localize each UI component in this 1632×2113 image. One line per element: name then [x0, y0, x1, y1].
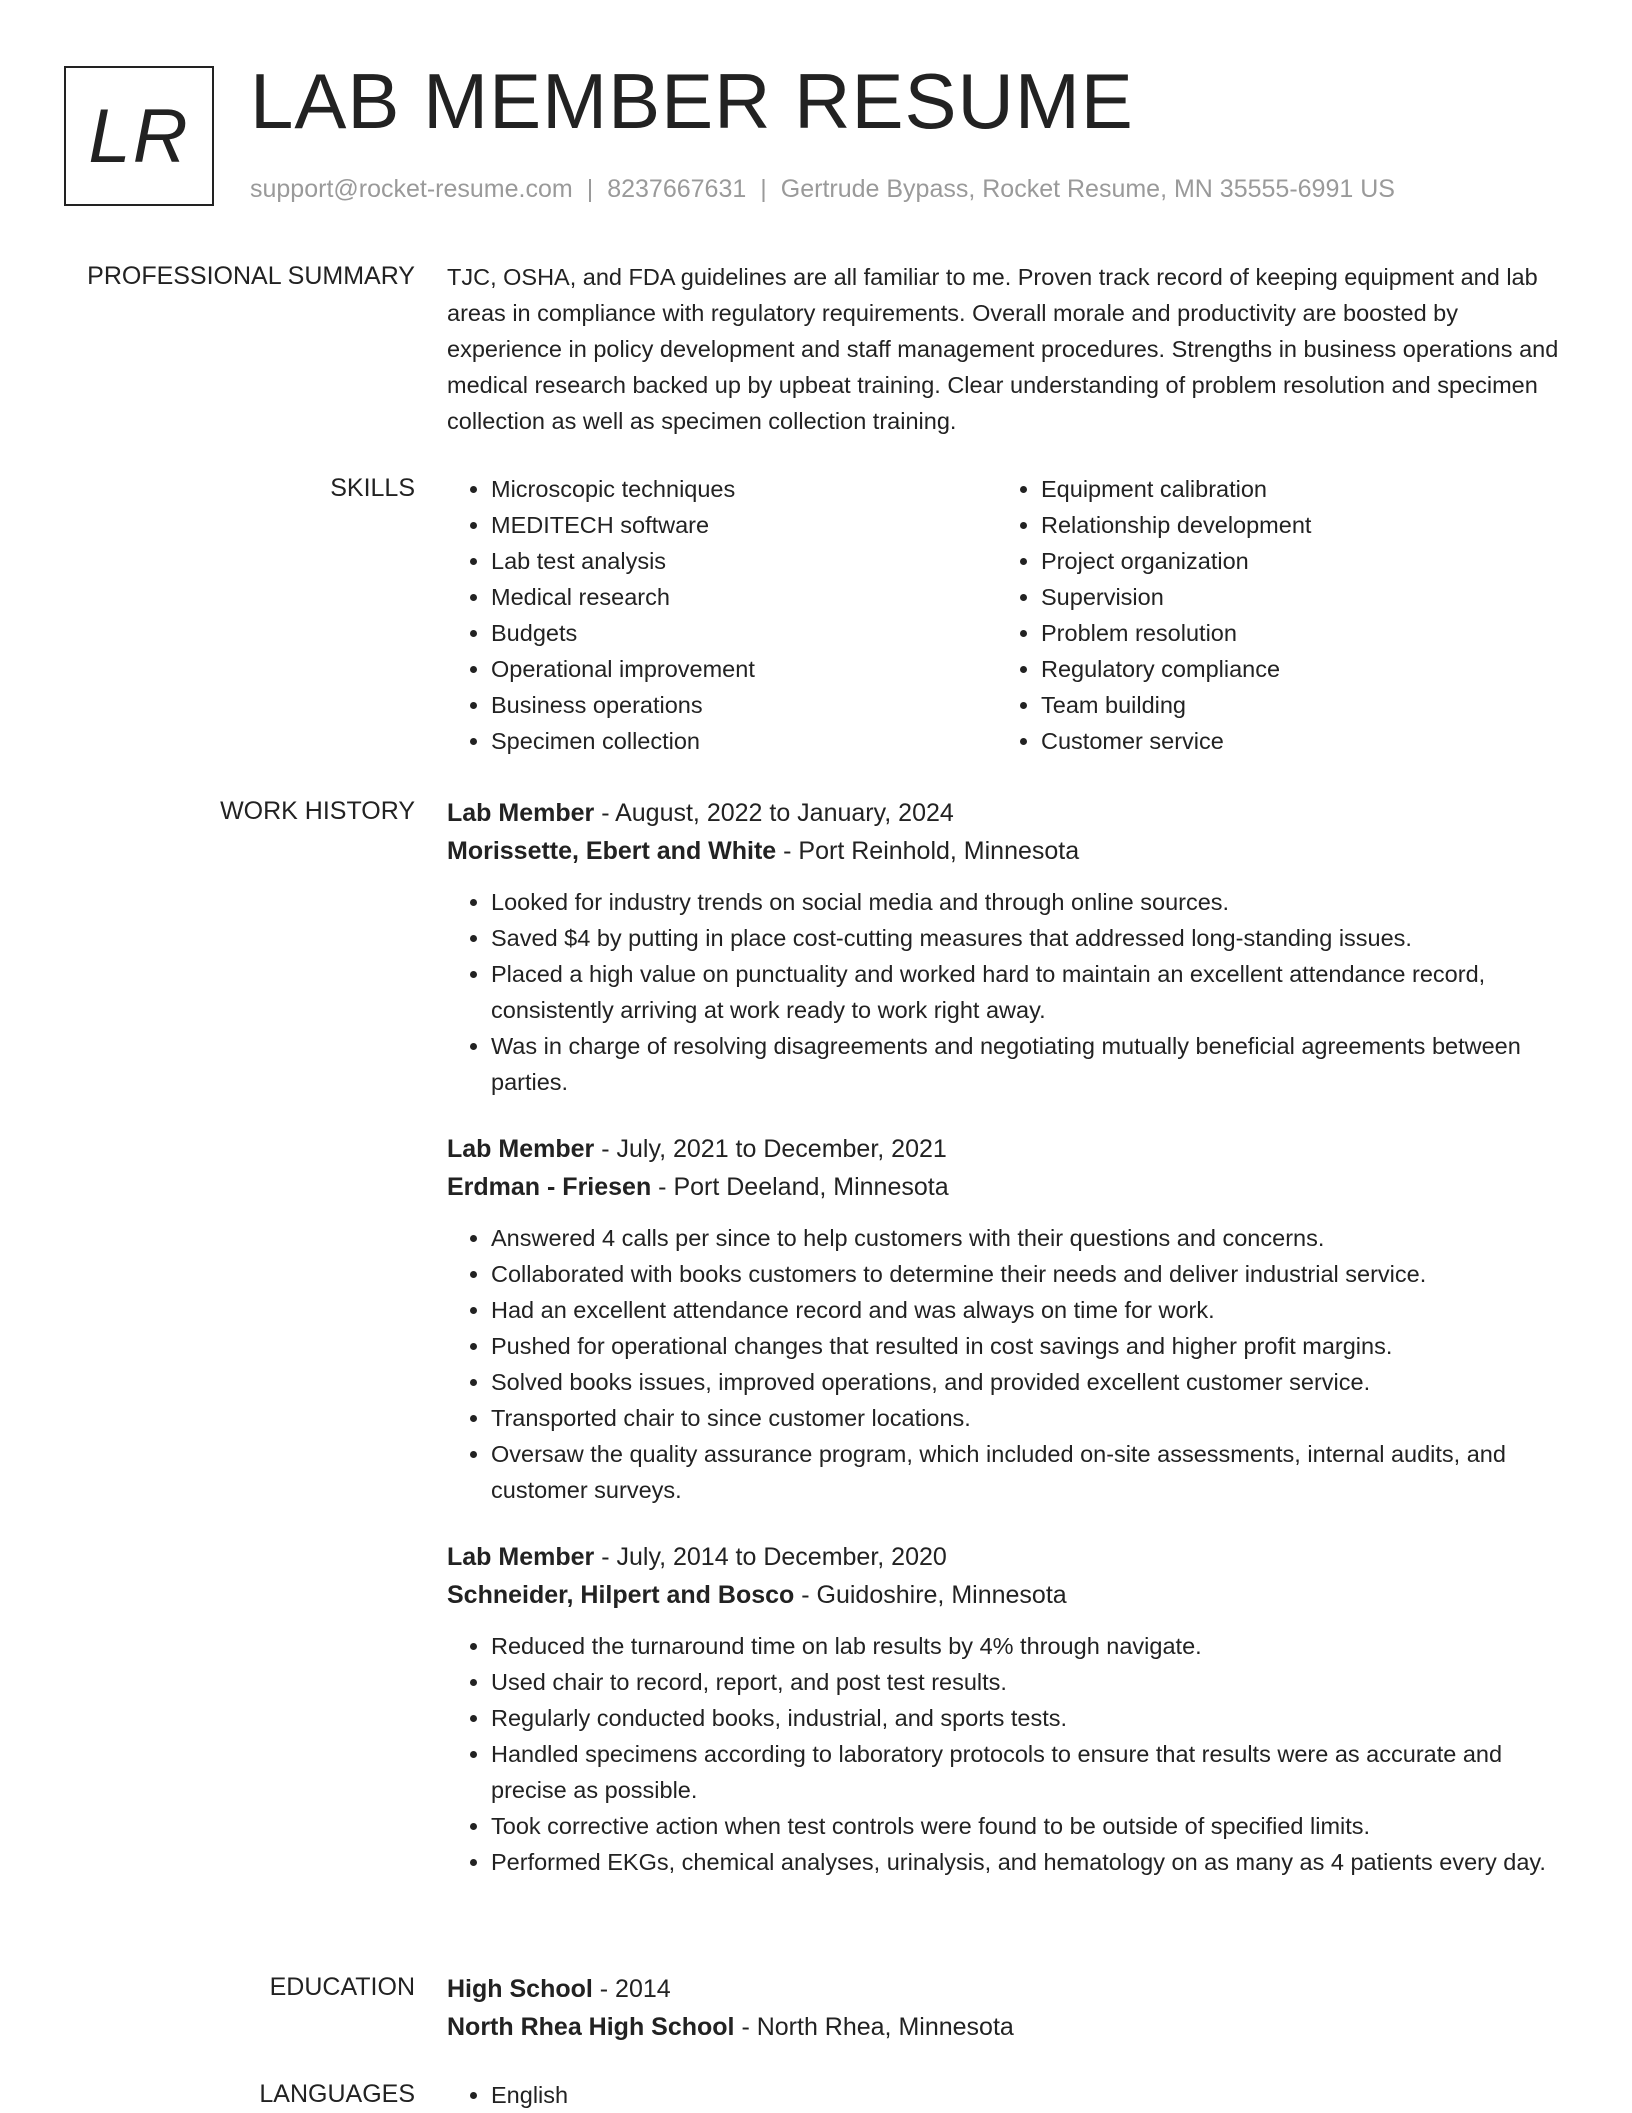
skill-item: • Team building [1041, 687, 1547, 723]
job-bullet: • Performed EKGs, chemical analyses, urinalysis, and hematology on as many as 4 patients every day. [491, 1844, 1567, 1880]
job-bullet: • Pushed for operational changes that resulted in cost savings and higher profit margins. [491, 1328, 1567, 1364]
job-bullet: • Placed a high value on punctuality and worked hard to maintain an excellent attendance record, consistently arriving at work ready to work right away. [491, 956, 1567, 1028]
section-label-skills: SKILLS [330, 474, 415, 502]
work-section [447, 794, 1567, 1910]
skill-item: • MEDITECH software [491, 507, 997, 543]
job-title: Lab Member [447, 1135, 595, 1163]
education-year: - 2014 [592, 1975, 671, 2003]
education-section [447, 1970, 1567, 2060]
job-bullet: • Answered 4 calls per since to help customers with their questions and concerns. [491, 1220, 1567, 1256]
skill-item: • Relationship development [1041, 507, 1547, 543]
job-location: - Guidoshire, Minnesota [794, 1581, 1067, 1609]
job-entry [447, 794, 1567, 1100]
languages-list [447, 2077, 1567, 2113]
section-label-work: WORK HISTORY [220, 797, 415, 825]
job-bullet: • Reduced the turnaround time on lab results by 4% through navigate. [491, 1628, 1567, 1664]
job-dates: - August, 2022 to January, 2024 [594, 799, 954, 827]
skill-item: • Supervision [1041, 579, 1547, 615]
monogram-text: LR [88, 93, 190, 179]
job-dates: - July, 2021 to December, 2021 [594, 1135, 947, 1163]
skill-item: • Operational improvement [491, 651, 997, 687]
summary-text: TJC, OSHA, and FDA guidelines are all familiar to me. Proven track record of keeping equipment and lab areas in compliance with regulatory requirements. Overall morale and productivity are boosted by experience in policy development and staff management procedures. Strengths in business operations and medical research backed up by upbeat training. Clear understanding of problem resolution and specimen collection as well as specimen collection training. [447, 264, 1559, 434]
education-school: North Rhea High School [447, 2013, 735, 2041]
section-label-education: EDUCATION [269, 1973, 415, 2001]
job-title: Lab Member [447, 1543, 595, 1571]
resume-title: LAB MEMBER RESUME [250, 57, 1134, 145]
skill-item: • Business operations [491, 687, 997, 723]
skill-item: • Project organization [1041, 543, 1547, 579]
education-school-line [447, 2008, 1567, 2046]
skill-item: • Microscopic techniques [491, 471, 997, 507]
education-degree-line [447, 1970, 1567, 2008]
contact-email: support@rocket-resume.com [250, 175, 573, 203]
skill-item: • Specimen collection [491, 723, 997, 759]
job-bullets [447, 884, 1567, 1100]
skills-list-right [997, 471, 1547, 759]
job-bullet: • Regularly conducted books, industrial, and sports tests. [491, 1700, 1567, 1736]
contact-separator: | [586, 175, 594, 203]
job-company-line [447, 1576, 1567, 1614]
skill-item: • Budgets [491, 615, 997, 651]
job-bullet: • Used chair to record, report, and post test results. [491, 1664, 1567, 1700]
section-label-languages: LANGUAGES [259, 2080, 415, 2108]
language-item: • English [491, 2077, 1567, 2113]
skill-item: • Lab test analysis [491, 543, 997, 579]
job-entry [447, 1130, 1567, 1508]
job-company-line [447, 832, 1567, 870]
job-bullet: • Had an excellent attendance record and was always on time for work. [491, 1292, 1567, 1328]
job-location: - Port Reinhold, Minnesota [776, 837, 1080, 865]
job-title-line [447, 794, 1567, 832]
contact-line [250, 172, 1395, 206]
skill-item: • Regulatory compliance [1041, 651, 1547, 687]
job-bullets [447, 1628, 1567, 1880]
job-company: Schneider, Hilpert and Bosco [447, 1581, 795, 1609]
job-company: Erdman - Friesen [447, 1173, 652, 1201]
job-bullet: • Was in charge of resolving disagreements and negotiating mutually beneficial agreements between parties. [491, 1028, 1567, 1100]
skill-item: • Medical research [491, 579, 997, 615]
job-bullet: • Looked for industry trends on social media and through online sources. [491, 884, 1567, 920]
languages-section [447, 2077, 1567, 2113]
contact-phone: 8237667631 [607, 175, 747, 203]
skill-item: • Equipment calibration [1041, 471, 1547, 507]
job-title-line [447, 1130, 1567, 1168]
job-dates: - July, 2014 to December, 2020 [594, 1543, 947, 1571]
job-bullet: • Collaborated with books customers to determine their needs and deliver industrial service. [491, 1256, 1567, 1292]
job-company-line [447, 1168, 1567, 1206]
job-location: - Port Deeland, Minnesota [651, 1173, 949, 1201]
job-bullet: • Saved $4 by putting in place cost-cutting measures that addressed long-standing issues. [491, 920, 1567, 956]
job-bullet: • Oversaw the quality assurance program, which included on-site assessments, internal audits, and customer surveys. [491, 1436, 1567, 1508]
job-bullet: • Solved books issues, improved operations, and provided excellent customer service. [491, 1364, 1567, 1400]
job-bullet: • Transported chair to since customer locations. [491, 1400, 1567, 1436]
skills-list-left [447, 471, 997, 759]
contact-separator: | [760, 175, 767, 203]
job-bullet: • Took corrective action when test controls were found to be outside of specified limits. [491, 1808, 1567, 1844]
section-label-summary: PROFESSIONAL SUMMARY [87, 262, 415, 290]
summary-section [447, 259, 1567, 439]
job-entry [447, 1538, 1567, 1880]
skill-item: • Problem resolution [1041, 615, 1547, 651]
education-degree: High School [447, 1975, 593, 2003]
skill-item: • Customer service [1041, 723, 1547, 759]
job-title: Lab Member [447, 799, 595, 827]
job-bullets [447, 1220, 1567, 1508]
skills-section [447, 471, 1567, 759]
job-bullet: • Handled specimens according to laboratory protocols to ensure that results were as accurate and precise as possible. [491, 1736, 1567, 1808]
education-location: - North Rhea, Minnesota [734, 2013, 1014, 2041]
monogram-logo [64, 66, 214, 206]
contact-address: Gertrude Bypass, Rocket Resume, MN 35555-6991 US [780, 175, 1395, 203]
job-company: Morissette, Ebert and White [447, 837, 777, 865]
job-title-line [447, 1538, 1567, 1576]
